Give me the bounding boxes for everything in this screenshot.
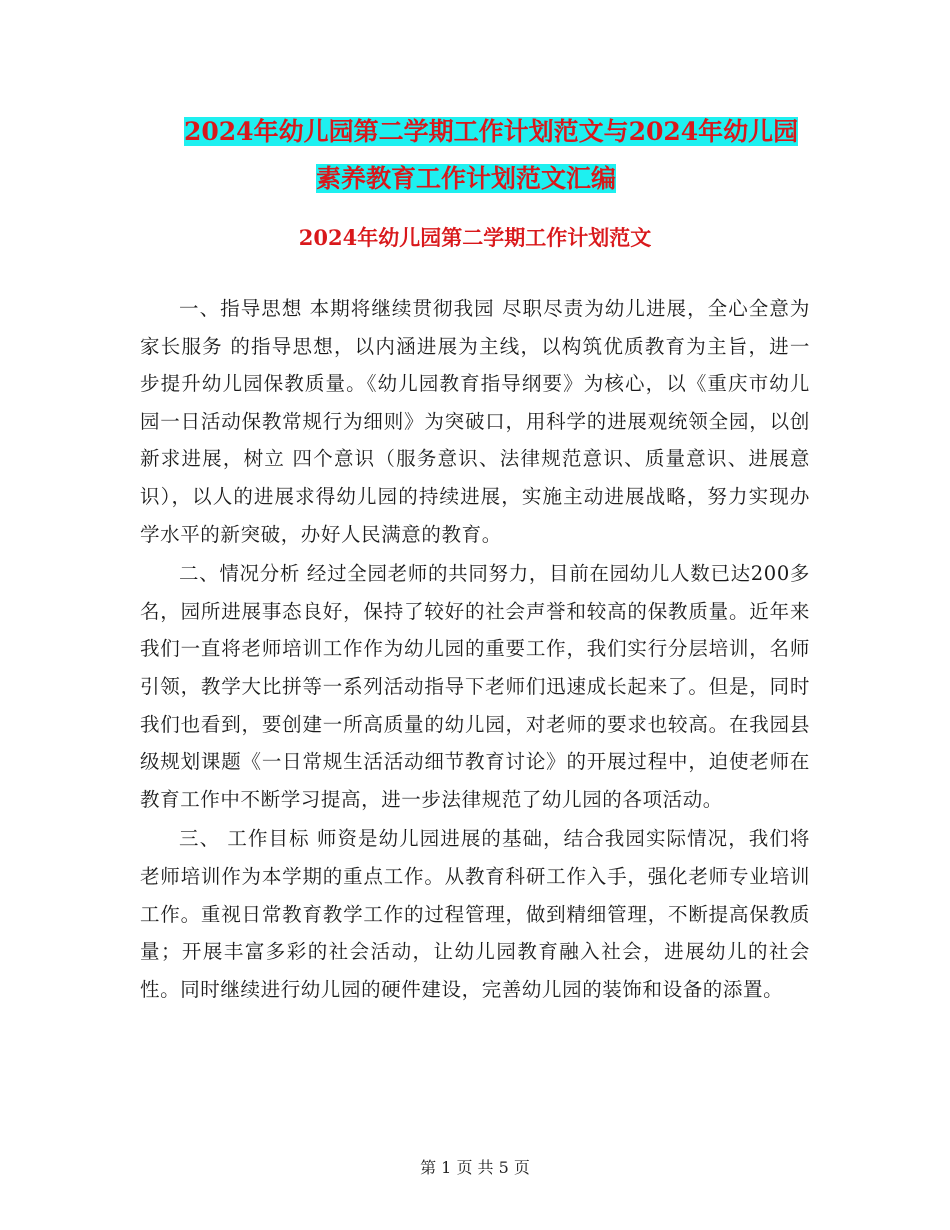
title-highlight: 素养教育工作计划范文汇编: [316, 164, 617, 193]
paragraph-work-goals: 三、 工作目标 师资是幼儿园进展的基础，结合我园实际情况，我们将老师培训作为本学期的重点工作。从教育科研工作入手，强化老师专业培训工作。重视日常教育教学工作的过程管理，做到精细管理，不断提高保教质量；开展丰富多彩的社会活动，让幼儿园教育融入社会，进展幼儿的社会性。同时继续进行幼儿园的硬件建设，完善幼儿园的装饰和设备的添置。: [140, 827, 810, 1001]
document-body: [140, 290, 810, 1010]
title-highlight: 2024年幼儿园第二学期工作计划范文与2024年幼儿园: [184, 117, 799, 146]
paragraph-guiding-thought: 一、指导思想 本期将继续贯彻我园 尽职尽责为幼儿进展，全心全意为家长服务 的指导思想，以内涵进展为主线，以构筑优质教育为主旨，进一步提升幼儿园保教质量。《幼儿园教育指导纲要》为核心，以《重庆市幼儿园一日活动保教常规行为细则》为突破口，用科学的进展观统领全园，以创新求进展，树立 四个意识（服务意识、法律规范意识、质量意识、进展意识），以人的进展求得幼儿园的持续进展，实施主动进展战略，努力实现办学水平的新突破，办好人民满意的教育。: [140, 297, 810, 546]
section-title: 2024年幼儿园第二学期工作计划范文: [298, 225, 652, 250]
document-title: [140, 108, 830, 202]
page-number-footer: 第 1 页 共 5 页: [420, 1158, 530, 1177]
paragraph-situation-analysis: 二、情况分析 经过全园老师的共同努力，目前在园幼儿人数已达200多名，园所进展事态良好，保持了较好的社会声誉和较高的保教质量。近年来我们一直将老师培训工作作为幼儿园的重要工作，我们实行分层培训，名师引领，教学大比拼等一系列活动指导下老师们迅速成长起来了。但是，同时我们也看到，要创建一所高质量的幼儿园，对老师的要求也较高。在我园县级规划课题《一日常规生活活动细节教育讨论》的开展过程中，迫使老师在教育工作中不断学习提高，进一步法律规范了幼儿园的各项活动。: [140, 562, 810, 811]
document-title-line-1: [140, 108, 830, 155]
document-title-line-2: [140, 155, 830, 202]
